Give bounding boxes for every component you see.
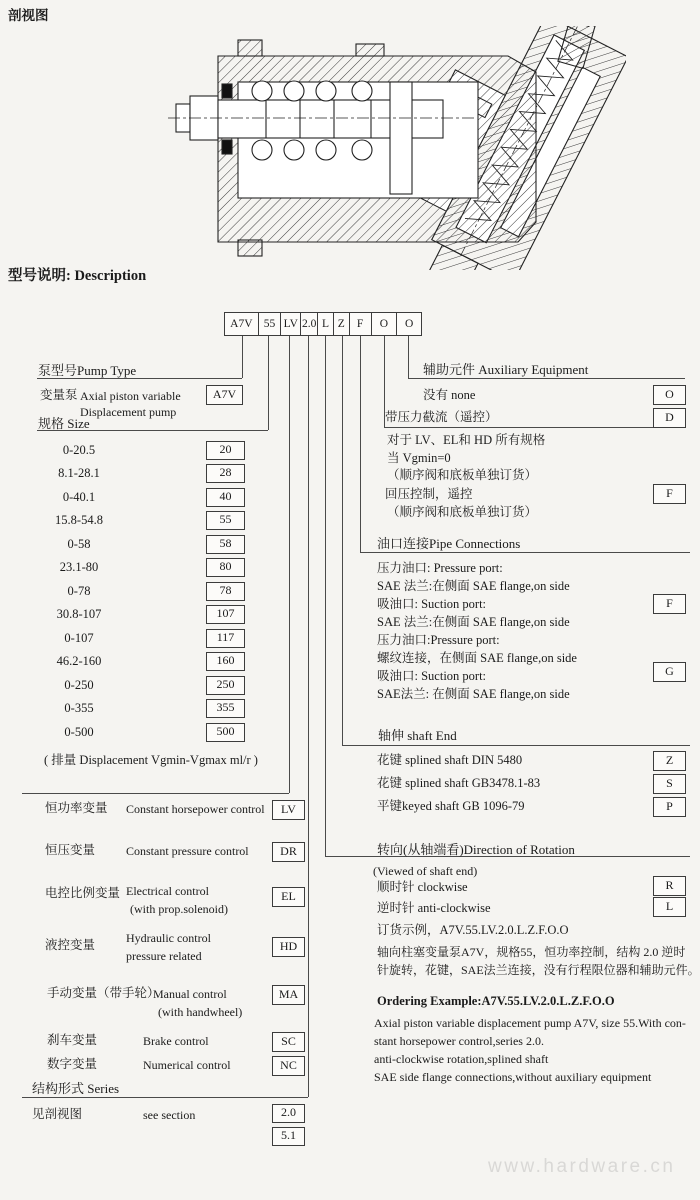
code-box-ma: MA <box>272 985 305 1005</box>
control-zh: 刹车变量 <box>47 1033 98 1047</box>
size-code-box: 355 <box>206 699 245 718</box>
size-range: 0-40.1 <box>62 490 96 504</box>
size-footnote: ( 排量 Displacement Vgmin-Vgmax ml/r ) <box>44 753 258 767</box>
leader-pressure-cutoff <box>384 427 685 428</box>
shaft-row: 花键 splined shaft DIN 5480 <box>377 753 523 767</box>
size-code-box: 80 <box>206 558 245 577</box>
control-zh: 液控变量 <box>45 938 96 952</box>
size-code-box: 250 <box>206 676 245 695</box>
code-box-g: G <box>653 662 686 682</box>
connector-line <box>308 336 309 1097</box>
code-box-sc: SC <box>272 1032 305 1052</box>
series-header: 结构形式 Series <box>32 1081 120 1096</box>
size-range: 30.8-107 <box>56 607 102 621</box>
control-en: Numerical control <box>143 1058 231 1072</box>
control-zh: 手动变量（带手轮） <box>47 986 160 1000</box>
code-box-l: L <box>653 897 686 917</box>
code-box-el: EL <box>272 887 305 907</box>
pump-type-zh: 变量泵 <box>40 388 78 402</box>
code-box-hd: HD <box>272 937 305 957</box>
aux-pressure-cutoff: 带压力截流（遥控） <box>385 410 498 424</box>
size-range: 15.8-54.8 <box>55 513 103 527</box>
control-zh: 恒压变量 <box>45 843 96 857</box>
leader-control <box>22 793 289 794</box>
control-en2: pressure related <box>126 949 202 963</box>
rotation-sub: (Viewed of shaft end) <box>373 864 478 878</box>
connector-line <box>342 336 343 745</box>
ordering-desc-zh: 针旋转，花键，SAE法兰连接，没有行程限位器和辅助元件。 <box>377 963 700 977</box>
watermark: www.hardware.cn <box>488 1156 676 1177</box>
code-box-s: S <box>653 774 686 794</box>
page-title: 型号说明: Description <box>8 268 147 284</box>
code-box-p: P <box>653 797 686 817</box>
code-box-20: 2.0 <box>272 1104 305 1123</box>
control-en: Constant horsepower control <box>126 802 265 816</box>
aux-note: （顺序阀和底板单独订货） <box>387 505 538 519</box>
pipe-line: SAE 法兰:在侧面 SAE flange,on side <box>377 615 570 629</box>
rotation-ccw: 逆时针 anti-clockwise <box>377 901 491 915</box>
rotation-cw: 顺时针 clockwise <box>377 880 468 894</box>
pipe-header: 油口连接Pipe Connections <box>377 536 521 551</box>
code-box-f-aux: F <box>653 484 686 504</box>
model-code-cell: F <box>349 313 371 335</box>
size-range: 8.1-28.1 <box>58 466 100 480</box>
pump-type-en1: Axial piston variable <box>80 389 181 403</box>
pipe-line: SAE 法兰:在侧面 SAE flange,on side <box>377 579 570 593</box>
leader-pump-type <box>37 378 242 379</box>
size-range: 0-78 <box>67 584 91 598</box>
pipe-line: 吸油口: Suction port: <box>377 597 487 611</box>
control-en: Electrical control <box>126 884 209 898</box>
aux-none: 没有 none <box>423 388 476 402</box>
pipe-line: 压力油口:Pressure port: <box>377 633 500 647</box>
model-code-table <box>224 312 422 336</box>
pipe-line: 吸油口: Suction port: <box>377 669 487 683</box>
rotation-header: 转向(从轴端看)Direction of Rotation <box>377 842 575 857</box>
model-code-cell: 55 <box>258 313 281 335</box>
shaft-row: 花键 splined shaft GB3478.1-83 <box>377 776 541 790</box>
size-range: 0-500 <box>64 725 94 739</box>
model-code-cell: O <box>371 313 397 335</box>
model-code-cell: LV <box>280 313 300 335</box>
connector-line <box>360 336 361 552</box>
control-en: Brake control <box>143 1034 209 1048</box>
code-box-o-none: O <box>653 385 686 405</box>
size-code-box: 107 <box>206 605 245 624</box>
model-code-cell: O <box>396 313 421 335</box>
leader-pipe-connections <box>360 552 690 553</box>
size-code-box: 160 <box>206 652 245 671</box>
model-code-cell: 2.0 <box>300 313 317 335</box>
code-box-z: Z <box>653 751 686 771</box>
pump-type-header: 泵型号Pump Type <box>38 363 137 378</box>
code-box-f-pipe: F <box>653 594 686 614</box>
size-code-box: 117 <box>206 629 245 648</box>
pipe-line: 压力油口: Pressure port: <box>377 561 503 575</box>
aux-back-pressure: 回压控制，遥控 <box>385 487 473 501</box>
section-view-label: 剖视图 <box>8 8 49 23</box>
control-en2: (with handwheel) <box>158 1005 243 1019</box>
size-code-box: 20 <box>206 441 245 460</box>
control-en2: (with prop.solenoid) <box>130 902 228 916</box>
shaft-row: 平键keyed shaft GB 1096-79 <box>377 799 525 813</box>
control-zh: 恒功率变量 <box>45 801 108 815</box>
shaft-header: 轴伸 shaft End <box>378 728 457 743</box>
series-en: see section <box>143 1108 196 1122</box>
code-box-a7v: A7V <box>206 385 243 405</box>
ordering-desc-en: Axial piston variable displacement pump A7V, size 55.With con- <box>374 1016 686 1030</box>
leader-shaft-end <box>342 745 690 746</box>
size-range: 23.1-80 <box>59 560 99 574</box>
leader-auxiliary <box>408 378 685 379</box>
ordering-desc-en: stant horsepower control,series 2.0. <box>374 1034 544 1048</box>
code-box-r: R <box>653 876 686 896</box>
connector-line <box>268 336 269 430</box>
control-en: Hydraulic control <box>126 931 211 945</box>
control-en: Manual control <box>153 987 227 1001</box>
code-box-51: 5.1 <box>272 1127 305 1146</box>
ordering-desc-en: SAE side flange connections,without auxiliary equipment <box>374 1070 652 1084</box>
size-range: 0-250 <box>64 678 94 692</box>
size-code-box: 78 <box>206 582 245 601</box>
control-zh: 电控比例变量 <box>45 886 121 900</box>
series-zh: 见剖视图 <box>32 1107 83 1121</box>
code-box-lv: LV <box>272 800 305 820</box>
aux-note: 当 Vgmin=0 <box>387 451 451 465</box>
size-code-box: 58 <box>206 535 245 554</box>
auxiliary-header: 辅助元件 Auxiliary Equipment <box>423 362 589 377</box>
leader-series <box>22 1097 308 1098</box>
model-code-cell: Z <box>333 313 349 335</box>
aux-note: （顺序阀和底板单独订货） <box>387 468 538 482</box>
pipe-line: SAE法兰: 在侧面 SAE flange,on side <box>377 687 570 701</box>
ordering-desc-en: anti-clockwise rotation,splined shaft <box>374 1052 549 1066</box>
size-header: 规格 Size <box>38 416 90 431</box>
size-range: 46.2-160 <box>56 654 102 668</box>
ordering-example-zh: 订货示例，A7V.55.LV.2.0.L.Z.F.O.O <box>377 923 569 937</box>
size-code-box: 500 <box>206 723 245 742</box>
size-range: 0-355 <box>64 701 94 715</box>
model-code-cell: L <box>317 313 333 335</box>
pump-cross-section-drawing <box>166 26 626 270</box>
size-range: 0-107 <box>64 631 94 645</box>
size-code-box: 55 <box>206 511 245 530</box>
ordering-example-en: Ordering Example:A7V.55.LV.2.0.L.Z.F.O.O <box>377 994 615 1008</box>
code-box-nc: NC <box>272 1056 305 1076</box>
connector-line <box>325 336 326 856</box>
connector-line <box>289 336 290 793</box>
control-en: Constant pressure control <box>126 844 249 858</box>
size-range: 0-20.5 <box>62 443 96 457</box>
pump-type-en2: Displacement pump <box>80 405 177 419</box>
control-zh: 数字变量 <box>47 1057 98 1071</box>
ordering-desc-zh: 轴向柱塞变量泵A7V，规格55，恒功率控制，结构 2.0 逆时 <box>377 945 686 959</box>
connector-line <box>242 336 243 378</box>
code-box-dr: DR <box>272 842 305 862</box>
size-code-box: 40 <box>206 488 245 507</box>
size-range: 0-58 <box>67 537 91 551</box>
code-box-d: D <box>653 408 686 428</box>
connector-line <box>408 336 409 378</box>
aux-note: 对于 LV、EL和 HD 所有规格 <box>387 433 546 447</box>
model-code-cell: A7V <box>230 318 253 330</box>
size-code-box: 28 <box>206 464 245 483</box>
pipe-line: 螺纹连接，在侧面 SAE flange,on side <box>377 651 577 665</box>
